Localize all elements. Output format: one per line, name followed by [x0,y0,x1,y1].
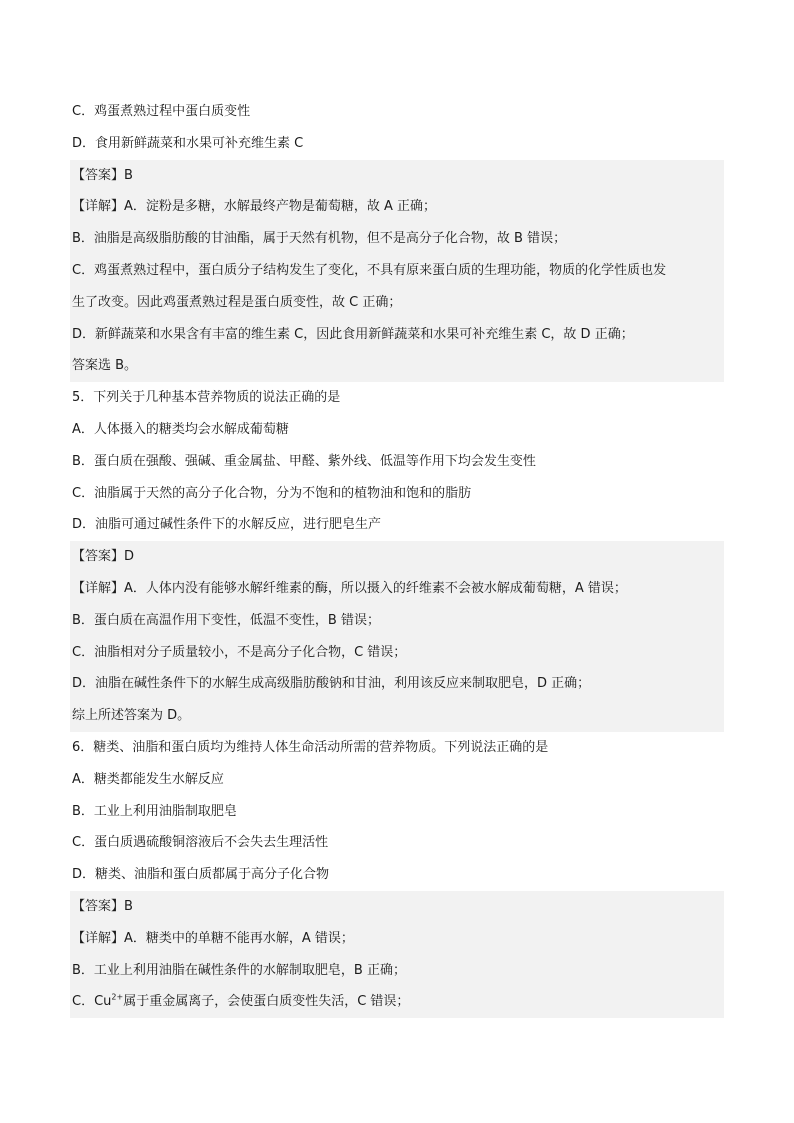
option-c: C．蛋白质遇硫酸铜溶液后不会失去生理活性 [72,835,329,851]
option-c: C．油脂属于天然的高分子化合物，分为不饱和的植物油和饱和的脂肪 [72,485,472,501]
explanation-line: 【详解】A．糖类中的单糖不能再水解，A 错误； [72,930,354,946]
document-page [70,96,724,1018]
option-b: B．蛋白质在强酸、强碱、重金属盐、甲醛、紫外线、低温等作用下均会发生变性 [72,453,536,469]
option-a: A．糖类都能发生水解反应 [72,771,224,787]
charge-superscript: 2+ [111,992,124,1002]
option-d: D．油脂可通过碱性条件下的水解反应，进行肥皂生产 [72,517,382,533]
explanation-line: B．蛋白质在高温作用下变性，低温不变性，B 错误； [72,612,380,628]
cu-suffix: 属于重金属离子，会使蛋白质变性失活，C 错误； [123,994,410,1010]
explanation-line: D．油脂在碱性条件下的水解生成高级脂肪酸钠和甘油，利用该反应来制取肥皂，D 正确； [72,676,591,692]
option-c: C．鸡蛋煮熟过程中蛋白质变性 [72,104,251,119]
answer-block-q5 [70,541,724,732]
answer-block-q6 [70,891,724,1018]
answer-label: 【答案】B [72,167,133,183]
explanation-line: C．鸡蛋煮熟过程中，蛋白质分子结构发生了变化，不具有原来蛋白质的生理功能，物质的化学性质也发 [72,262,667,278]
cu-prefix: C．Cu [72,994,112,1010]
question-stem-5: 5．下列关于几种基本营养物质的说法正确的是 [72,390,341,406]
option-d: D．糖类、油脂和蛋白质都属于高分子化合物 [72,867,330,883]
explanation-line: B．油脂是高级脂肪酸的甘油酯，属于天然有机物，但不是高分子化合物，故 B 错误； [72,231,567,247]
option-b: B．工业上利用油脂制取肥皂 [72,803,237,819]
explanation-line: 答案选 B。 [72,358,138,374]
explanation-line: 综上所述答案为 D。 [72,708,191,724]
option-d: D．食用新鲜蔬菜和水果可补充维生素 C [72,135,304,151]
answer-label: 【答案】D [72,549,135,565]
option-a: A．人体摄入的糖类均会水解成葡萄糖 [72,421,289,437]
explanation-line: 【详解】A．人体内没有能够水解纤维素的酶，所以摄入的纤维素不会被水解成葡萄糖，A 错误； [72,580,627,596]
question-stem-6: 6．糖类、油脂和蛋白质均为维持人体生命活动所需的营养物质。下列说法正确的是 [72,739,549,755]
explanation-line-cu [70,986,724,1018]
answer-label: 【答案】B [72,898,133,914]
explanation-line: B．工业上利用油脂在碱性条件的水解制取肥皂，B 正确； [72,962,406,978]
answer-block-q4 [70,160,724,383]
explanation-line: D．新鲜蔬菜和水果含有丰富的维生素 C，因此食用新鲜蔬菜和水果可补充维生素 C，故 D 正确； [72,326,634,342]
explanation-line: 【详解】A．淀粉是多糖，水解最终产物是葡萄糖，故 A 正确； [72,199,437,215]
explanation-line: C．油脂相对分子质量较小，不是高分子化合物，C 错误； [72,644,407,660]
explanation-line: 生了改变。因此鸡蛋煮熟过程是蛋白质变性，故 C 正确； [72,294,402,310]
